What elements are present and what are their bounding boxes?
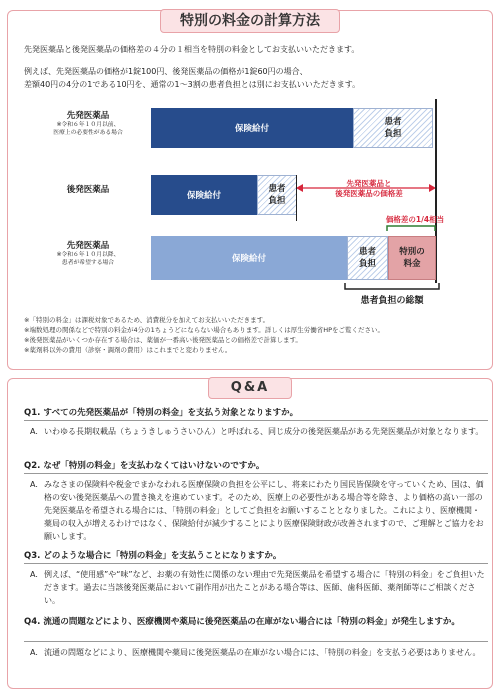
qa-panel <box>7 378 493 689</box>
row2-label-main: 後発医薬品 <box>66 185 110 195</box>
intro-line-2: 例えば、先発医薬品の価格が1錠100円、後発医薬品の価格が1錠60円の場合、 <box>24 67 308 76</box>
row3-patient-bar <box>347 236 388 280</box>
answer-mark: A. <box>30 480 38 489</box>
row3-special-fee-bar <box>388 236 436 280</box>
qa-title: Q&A <box>208 377 292 399</box>
row3-special-text2: 料金 <box>403 259 421 269</box>
ref-line-generic <box>296 175 297 221</box>
total-label: 患者負担の総額 <box>360 296 424 306</box>
note-item: ※後発医薬品がいくつか存在する場合は、薬価が一番高い後発医薬品との価格差で計算します。 <box>24 336 302 344</box>
answer-2 <box>24 478 486 543</box>
question-divider <box>24 563 488 564</box>
row3-insurance-bar: 保険給付 <box>151 236 347 280</box>
total-bracket <box>343 282 441 292</box>
intro-line-1: 先発医薬品と後発医薬品の価格差の４分の１相当を特別の料金としてお支払いいただきます。 <box>24 45 360 54</box>
row2-patient-bar <box>257 175 297 215</box>
question-4: Q4. 流通の問題などにより、医療機関や薬局に後発医薬品の在庫がない場合には「特別の料金」が発生しますか。 <box>24 617 460 627</box>
row1-label-sub1: ※令和６年１０月以前、 <box>56 122 120 128</box>
row1-insurance-bar: 保険給付 <box>151 108 353 148</box>
question-1: Q1. すべての先発医薬品が「特別の料金」を支払う対象となりますか。 <box>24 408 299 418</box>
answer-mark: A. <box>30 427 38 436</box>
row3-label-main: 先発医薬品 <box>66 241 110 251</box>
question-divider <box>24 420 488 421</box>
row3-patient-text2: 負担 <box>358 259 376 269</box>
row1-patient-bar <box>353 108 433 148</box>
row1-label <box>28 109 148 137</box>
note-item: ※「特別の料金」は課税対象であるため、消費税分を加えてお支払いいただきます。 <box>24 316 270 324</box>
row3-special-text1: 特別の <box>399 247 425 257</box>
row1-patient-text1: 患者 <box>384 117 402 127</box>
answer-mark: A. <box>30 570 38 579</box>
row3-label <box>28 239 148 267</box>
question-divider <box>24 473 488 474</box>
row1-label-sub2: 医療上の必要性がある場合 <box>53 130 123 136</box>
price-diff-text1: 先発医薬品と <box>346 179 392 188</box>
row3-label-sub2: 患者が希望する場合 <box>61 260 115 266</box>
notes <box>24 315 488 355</box>
question-3: Q3. どのような場合に「特別の料金」を支払うことになりますか。 <box>24 551 282 561</box>
question-2: Q2. なぜ「特別の料金」を支払わなくてはいけないのですか。 <box>24 461 265 471</box>
row2-patient-text2: 負担 <box>268 196 286 206</box>
quarter-label: 価格差の1/4相当 <box>385 215 445 224</box>
answer-2-text: みなさまの保険料や税金でまかなわれる医療保険の負担を公平にし、将来にわたり国民皆保険を守っていくため、国は、価格の安い後発医薬品への置き換えを進めています。そのため、医療上の必要性がある場合等を除き、より価格の高い一部の先発医薬品を希望される場合には、「特別の料金」としてご負担をお願いすることとなりました。これにより、医療機関・薬局の収入が増えるわけではなく、保険給付が減少することにより医療保険財政が改善されますので、ご理解とご協力をお願いします。 <box>44 480 484 541</box>
row3-label-sub1: ※令和６年１０月以降、 <box>56 252 120 258</box>
intro-line-3: 差額40円の4分の1である10円を、通常の1～3割の患者負担とは別にお支払いいただきます。 <box>24 80 361 89</box>
answer-1 <box>24 425 486 438</box>
answer-4-text: 流通の問題などにより、医療機関や薬局に後発医薬品の在庫がない場合には、「特別の料金」を支払う必要はありません。 <box>44 648 481 657</box>
row1-label-main: 先発医薬品 <box>66 111 110 121</box>
row1-patient-text2: 負担 <box>384 129 402 139</box>
calculation-panel <box>7 10 493 370</box>
answer-3-text: 例えば、“使用感”や“味”など、お薬の有効性に関係のない理由で先発医薬品を希望する場合に「特別の料金」をご負担いただきます。過去に当該後発医薬品において副作用が出たことがある場合等は、医師、歯科医師、薬剤師等にご相談ください。 <box>44 570 485 605</box>
page-title: 特別の料金の計算方法 <box>160 9 340 33</box>
quarter-bracket <box>386 224 436 232</box>
note-item: ※端数処理の関係などで特別の料金が4分の1ちょうどにならない場合もあります。詳しくは厚生労働省HPをご覧ください。 <box>24 326 385 334</box>
row2-insurance-bar: 保険給付 <box>151 175 257 215</box>
answer-1-text: いわゆる長期収載品（ちょうきしゅうさいひん）と呼ばれる、同じ成分の後発医薬品がある先発医薬品が対象となります。 <box>44 427 484 436</box>
row2-label <box>28 183 148 195</box>
question-divider <box>24 641 488 642</box>
note-item: ※薬剤料以外の費用（診察・調剤の費用）はこれまでと変わりません。 <box>24 346 232 354</box>
row3-patient-text1: 患者 <box>358 247 376 257</box>
answer-mark: A. <box>30 648 38 657</box>
answer-4 <box>24 646 486 659</box>
row2-patient-text1: 患者 <box>268 184 286 194</box>
price-diff-text2: 後発医薬品の価格差 <box>335 189 403 198</box>
price-diff-arrow <box>296 182 436 194</box>
answer-3 <box>24 568 486 607</box>
